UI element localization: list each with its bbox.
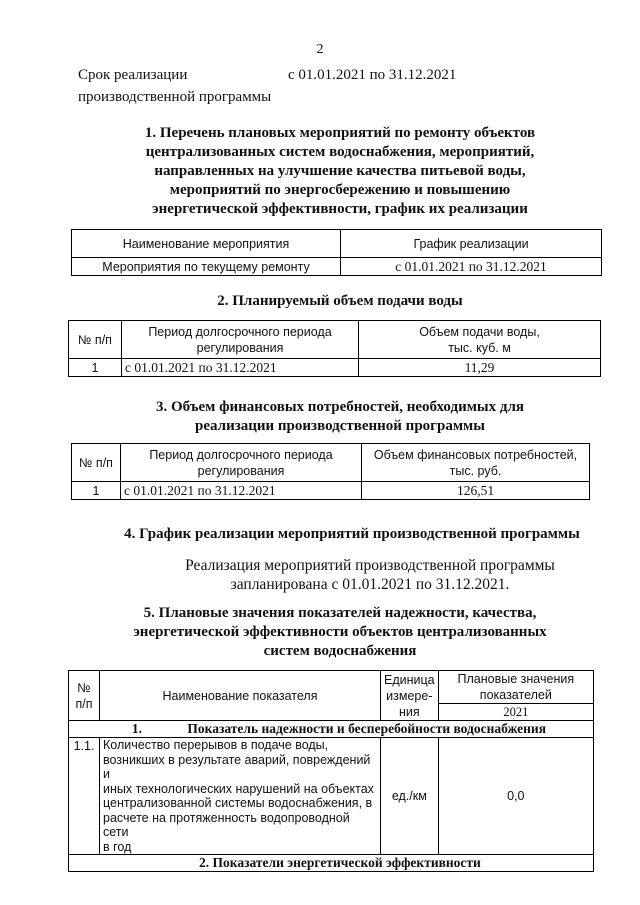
header-line: Период долгосрочного периода bbox=[148, 324, 332, 339]
indicator-line: централизованной системы водоснабжения, в bbox=[103, 796, 373, 810]
table-cell bbox=[100, 738, 381, 855]
page-number: 2 bbox=[316, 42, 324, 57]
section1-title-line: энергетической эффективности, график их реализации bbox=[152, 201, 528, 217]
header-line: Единица bbox=[384, 672, 435, 687]
table-cell: 11,29 bbox=[359, 359, 601, 377]
header-line: Плановые значения bbox=[457, 672, 575, 686]
section1-title-line: централизованных систем водоснабжения, мероприятий, bbox=[145, 144, 535, 160]
table-header: График реализации bbox=[341, 230, 602, 258]
section4-text-line2: запланирована с 01.01.2021 по 31.12.2021. bbox=[230, 576, 510, 593]
header-line: показателей bbox=[479, 688, 552, 702]
table-group-row: 2. Показатели энергетической эффективности bbox=[69, 855, 594, 872]
section4-title: 4. График реализации мероприятий производственной программы bbox=[124, 526, 580, 542]
table-header bbox=[359, 321, 601, 359]
section2-title: 2. Планируемый объем подачи воды bbox=[217, 293, 463, 309]
table-cell: с 01.01.2021 по 31.12.2021 bbox=[122, 359, 359, 377]
water-supply-table bbox=[68, 320, 601, 377]
header-line: Объем финансовых потребностей, bbox=[373, 447, 578, 462]
indicator-line: возникших в результате аварий, повреждений и bbox=[103, 752, 371, 781]
table-header: Наименование мероприятия bbox=[72, 230, 341, 258]
header-line: п/п bbox=[75, 696, 93, 711]
table-header bbox=[438, 671, 593, 704]
indicator-line: в год bbox=[103, 839, 132, 854]
header-line: тыс. куб. м bbox=[448, 340, 511, 355]
table-cell: Мероприятия по текущему ремонту bbox=[72, 258, 341, 276]
section3-title bbox=[0, 398, 640, 436]
table-header: Наименование показателя bbox=[100, 671, 381, 721]
table-cell: с 01.01.2021 по 31.12.2021 bbox=[121, 482, 362, 500]
table-cell: 1 bbox=[69, 359, 122, 377]
section1-title-line: направленных на улучшение качества питьевой воды, bbox=[154, 163, 526, 179]
section4-text-line1: Реализация мероприятий производственной программы bbox=[185, 557, 555, 574]
table-cell: 126,51 bbox=[362, 482, 590, 500]
table-cell: 1.1. bbox=[69, 738, 100, 855]
section5-title-line: 5. Плановые значения показателей надежности, качества, bbox=[143, 605, 537, 621]
section5-title-line: энергетической эффективности объектов централизованных bbox=[133, 624, 547, 640]
section5-title-line: систем водоснабжения bbox=[263, 643, 417, 659]
table-cell: ед./км bbox=[381, 738, 439, 855]
table-header bbox=[362, 444, 590, 482]
table-cell: 0,0 bbox=[438, 738, 593, 855]
header-line: измере- bbox=[386, 688, 433, 703]
term-value: с 01.01.2021 по 31.12.2021 bbox=[288, 67, 457, 83]
activities-table bbox=[71, 229, 602, 276]
table-header bbox=[69, 671, 100, 721]
header-line: тыс. руб. bbox=[449, 463, 502, 478]
group-number: 1. bbox=[131, 721, 142, 736]
table-cell: 1 bbox=[72, 482, 121, 500]
table-header: № п/п bbox=[69, 321, 122, 359]
financial-needs-table bbox=[71, 443, 590, 500]
section3-title-line: реализации производственной программы bbox=[195, 418, 485, 434]
header-line: № bbox=[77, 680, 91, 695]
section1-title bbox=[0, 124, 640, 219]
header-line: ния bbox=[398, 704, 420, 719]
table-cell: с 01.01.2021 по 31.12.2021 bbox=[341, 258, 602, 276]
indicators-table bbox=[68, 670, 594, 872]
section3-title-line: 3. Объем финансовых потребностей, необходимых для bbox=[155, 399, 525, 415]
section5-title bbox=[0, 604, 640, 661]
table-header: № п/п bbox=[72, 444, 121, 482]
header-line: регулирования bbox=[197, 463, 285, 478]
table-header bbox=[381, 671, 439, 721]
term-label-line2: производственной программы bbox=[78, 89, 272, 105]
header-line: Объем подачи воды, bbox=[419, 324, 540, 339]
section1-title-line: 1. Перечень плановых мероприятий по ремонту объектов bbox=[144, 125, 536, 141]
indicator-line: иных технологических нарушений на объектах bbox=[103, 781, 374, 796]
table-header bbox=[122, 321, 359, 359]
header-line: Период долгосрочного периода bbox=[149, 447, 333, 462]
table-header bbox=[121, 444, 362, 482]
header-line: регулирования bbox=[196, 340, 284, 355]
section1-title-line: мероприятий по энергосбережению и повышению bbox=[169, 182, 511, 198]
indicator-line: Количество перерывов в подаче воды, bbox=[103, 738, 329, 752]
table-header-year: 2021 bbox=[438, 704, 593, 721]
table-group-row bbox=[69, 721, 594, 738]
group-title: Показатель надежности и бесперебойности водоснабжения bbox=[187, 721, 547, 736]
term-label-line1: Срок реализации bbox=[78, 67, 188, 83]
indicator-line: расчете на протяженность водопроводной сети bbox=[103, 810, 350, 839]
